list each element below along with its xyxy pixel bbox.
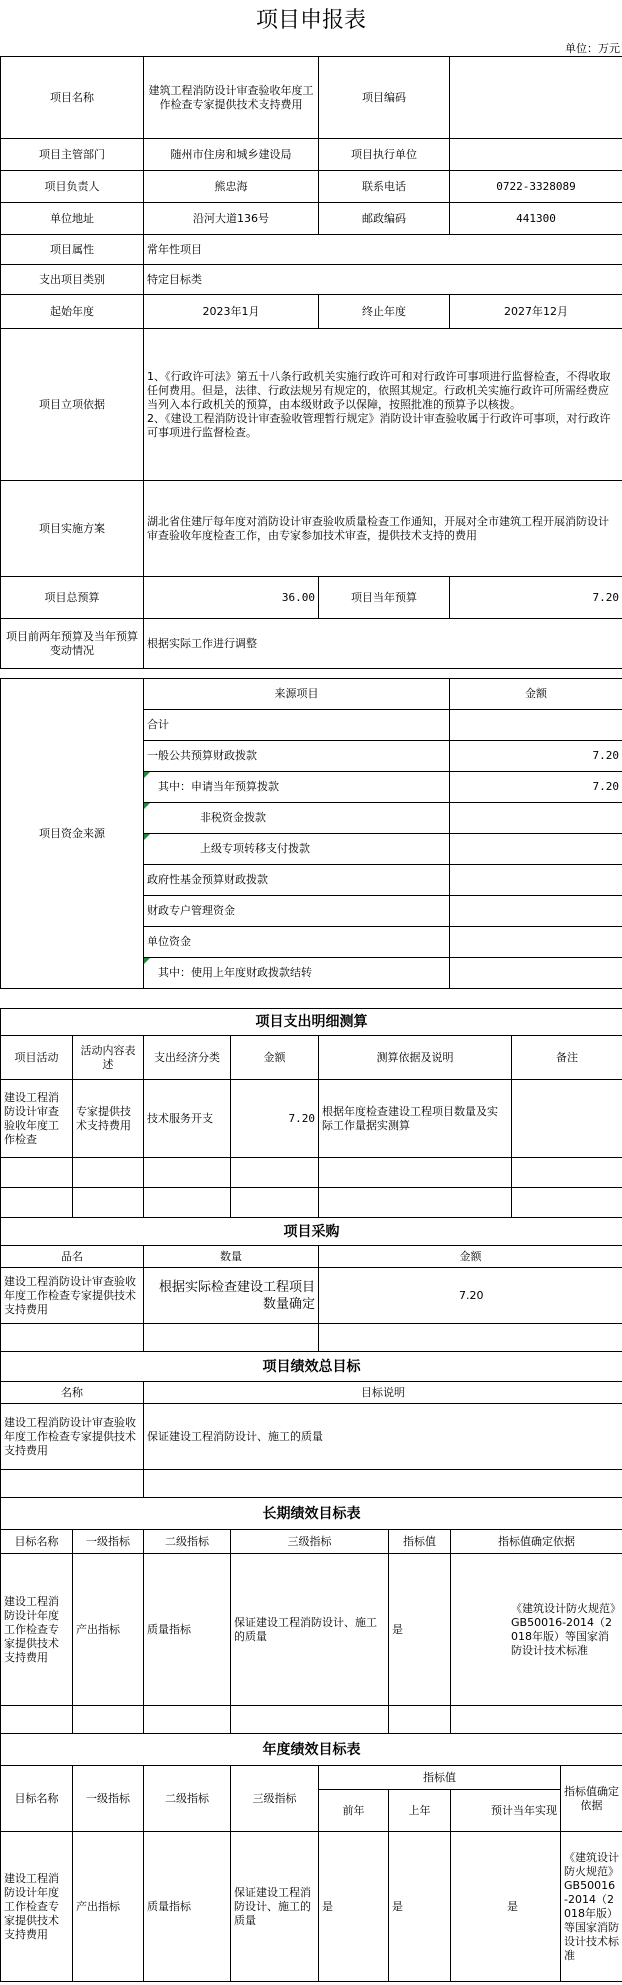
expense-header: 活动内容表述 xyxy=(73,1036,144,1080)
purchase-item-amount: 7.20 xyxy=(319,1268,622,1324)
funding-row-amount: 7.20 xyxy=(450,741,622,772)
long-term-header: 目标名称 xyxy=(1,1530,73,1554)
funding-row-name: 非税资金拨款 xyxy=(144,803,450,834)
address-label: 单位地址 xyxy=(1,203,144,235)
long-term-header: 指标值 xyxy=(389,1530,451,1554)
exec-unit-value xyxy=(450,139,622,171)
category-value: 特定目标类 xyxy=(144,265,622,295)
annual-l3: 保证建设工程消防设计、施工的质量 xyxy=(231,1832,319,1982)
funding-row-amount xyxy=(450,834,622,865)
start-year-value: 2023年1月 xyxy=(144,295,319,329)
project-name-value: 建筑工程消防设计审查验收年度工作检查专家提供技术支持费用 xyxy=(144,57,319,139)
perf-total-desc: 保证建设工程消防设计、施工的质量 xyxy=(144,1404,622,1470)
budget-change-label: 项目前两年预算及当年预算变动情况 xyxy=(1,619,144,669)
funding-row-amount xyxy=(450,896,622,927)
expense-econ-class: 技术服务开支 xyxy=(144,1080,231,1158)
annual-header: 指标值确定依据 xyxy=(561,1766,622,1832)
expense-content: 专家提供技术支持费用 xyxy=(73,1080,144,1158)
long-term-l3: 保证建设工程消防设计、施工的质量 xyxy=(231,1554,389,1706)
project-code-value xyxy=(450,57,622,139)
long-term-l1: 产出指标 xyxy=(73,1554,144,1706)
annual-header: 三级指标 xyxy=(231,1766,319,1832)
expense-basis: 根据年度检查建设工程项目数量及实际工作量据实测算 xyxy=(319,1080,512,1158)
purchase-header: 数量 xyxy=(144,1246,319,1268)
long-term-goal-name: 建设工程消防设计年度工作检查专家提供技术支持费用 xyxy=(1,1554,73,1706)
funding-row-name: 其中：使用上年度财政拨款结转 xyxy=(144,958,450,989)
expense-header: 金额 xyxy=(231,1036,319,1080)
funding-row-name: 其中：申请当年预算拨款 xyxy=(144,772,450,803)
purchase-item-name: 建设工程消防设计审查验收年度工作检查专家提供技术支持费用 xyxy=(1,1268,144,1324)
annual-sub-header: 上年 xyxy=(389,1790,451,1832)
funding-row-amount: 7.20 xyxy=(450,772,622,803)
unit-label: 单位：万元 xyxy=(565,42,620,55)
funding-row-name: 合计 xyxy=(144,710,450,741)
funding-row-name: 一般公共预算财政拨款 xyxy=(144,741,450,772)
funding-head-source: 来源项目 xyxy=(144,679,450,710)
long-term-value: 是 xyxy=(389,1554,451,1706)
expense-header: 支出经济分类 xyxy=(144,1036,231,1080)
project-name-label: 项目名称 xyxy=(1,57,144,139)
perf-total-table xyxy=(0,1351,622,1498)
long-term-basis: 《建筑设计防火规范》GB50016-2014（2018年版）等国家消防设计技术标准 xyxy=(451,1554,622,1706)
annual-section-title: 年度绩效目标表 xyxy=(1,1734,622,1766)
annual-l2: 质量指标 xyxy=(144,1832,231,1982)
zip-label: 邮政编码 xyxy=(319,203,450,235)
funding-row-amount xyxy=(450,710,622,741)
long-term-table xyxy=(0,1497,622,1734)
annual-header: 一级指标 xyxy=(73,1766,144,1832)
annual-l1: 产出指标 xyxy=(73,1832,144,1982)
annual-header: 二级指标 xyxy=(144,1766,231,1832)
annual-value-current: 是 xyxy=(451,1832,561,1982)
annual-header: 指标值 xyxy=(319,1766,561,1790)
expense-table xyxy=(0,1008,622,1218)
funding-table xyxy=(0,678,622,989)
attr-label: 项目属性 xyxy=(1,235,144,265)
budget-change-value: 根据实际工作进行调整 xyxy=(144,619,622,669)
annual-value-prev2: 是 xyxy=(319,1832,389,1982)
purchase-header: 金额 xyxy=(319,1246,622,1268)
leader-value: 熊忠海 xyxy=(144,171,319,203)
basis-value: 1、《行政许可法》第五十八条行政机关实施行政许可和对行政许可事项进行监督检查，不得收取任何费用。但是，法律、行政法规另有规定的，依照其规定。行政机关实施行政许可所需经费应当列入本行政机关的预算，由本级财政予以保障，按照批准的预算予以核拨。 2、《建设工程消防设计审查验收管理暂行规定》消防设计审查验收属于行政许可事项，对行政许可事项进行监督检查。 xyxy=(144,329,622,481)
dept-value: 随州市住房和城乡建设局 xyxy=(144,139,319,171)
plan-label: 项目实施方案 xyxy=(1,481,144,577)
funding-head-amount: 金额 xyxy=(450,679,622,710)
start-year-label: 起始年度 xyxy=(1,295,144,329)
long-term-section-title: 长期绩效目标表 xyxy=(1,1498,622,1530)
annual-goal-name: 建设工程消防设计年度工作检查专家提供技术支持费用 xyxy=(1,1832,73,1982)
annual-sub-header: 前年 xyxy=(319,1790,389,1832)
long-term-l2: 质量指标 xyxy=(144,1554,231,1706)
expense-section-title: 项目支出明细测算 xyxy=(1,1009,622,1036)
long-term-header: 指标值确定依据 xyxy=(451,1530,622,1554)
funding-row-name: 上级专项转移支付拨款 xyxy=(144,834,450,865)
funding-row-name: 单位资金 xyxy=(144,927,450,958)
project-code-label: 项目编码 xyxy=(319,57,450,139)
expense-header: 备注 xyxy=(512,1036,622,1080)
perf-total-header: 名称 xyxy=(1,1382,144,1404)
expense-amount: 7.20 xyxy=(231,1080,319,1158)
phone-value: 0722-3328089 xyxy=(450,171,622,203)
dept-label: 项目主管部门 xyxy=(1,139,144,171)
end-year-label: 终止年度 xyxy=(319,295,450,329)
leader-label: 项目负责人 xyxy=(1,171,144,203)
purchase-table xyxy=(0,1217,622,1352)
purchase-section-title: 项目采购 xyxy=(1,1218,622,1246)
annual-table xyxy=(0,1733,622,1982)
long-term-header: 三级指标 xyxy=(231,1530,389,1554)
zip-value: 441300 xyxy=(450,203,622,235)
category-label: 支出项目类别 xyxy=(1,265,144,295)
page-title: 项目申报表 xyxy=(255,8,366,33)
phone-label: 联系电话 xyxy=(319,171,450,203)
attr-value: 常年性项目 xyxy=(144,235,622,265)
purchase-header: 品名 xyxy=(1,1246,144,1268)
annual-value-prev1: 是 xyxy=(389,1832,451,1982)
perf-total-section-title: 项目绩效总目标 xyxy=(1,1352,622,1382)
total-budget-label: 项目总预算 xyxy=(1,577,144,619)
annual-sub-header: 预计当年实现 xyxy=(451,1790,561,1832)
long-term-header: 二级指标 xyxy=(144,1530,231,1554)
expense-header: 项目活动 xyxy=(1,1036,73,1080)
year-budget-label: 项目当年预算 xyxy=(319,577,450,619)
funding-row-amount xyxy=(450,927,622,958)
funding-row-amount xyxy=(450,958,622,989)
perf-total-header: 目标说明 xyxy=(144,1382,622,1404)
funding-row-name: 财政专户管理资金 xyxy=(144,896,450,927)
plan-value: 湖北省住建厅每年度对消防设计审查验收质量检查工作通知，开展对全市建筑工程开展消防设计审查验收年度检查工作，由专家参加技术审查，提供技术支持的费用 xyxy=(144,481,622,577)
purchase-item-qty: 根据实际检查建设工程项目数量确定 xyxy=(144,1268,319,1324)
expense-activity: 建设工程消防设计审查验收年度工作检查 xyxy=(1,1080,73,1158)
funding-label: 项目资金来源 xyxy=(1,679,144,989)
expense-note xyxy=(512,1080,622,1158)
annual-header: 目标名称 xyxy=(1,1766,73,1832)
long-term-header: 一级指标 xyxy=(73,1530,144,1554)
address-value: 沿河大道136号 xyxy=(144,203,319,235)
exec-unit-label: 项目执行单位 xyxy=(319,139,450,171)
end-year-value: 2027年12月 xyxy=(450,295,622,329)
perf-total-name: 建设工程消防设计审查验收年度工作检查专家提供技术支持费用 xyxy=(1,1404,144,1470)
basic-info-table xyxy=(0,56,622,669)
annual-basis: 《建筑设计防火规范》GB50016-2014（2018年版）等国家消防设计技术标准 xyxy=(561,1832,622,1982)
funding-row-amount xyxy=(450,865,622,896)
expense-header: 测算依据及说明 xyxy=(319,1036,512,1080)
basis-label: 项目立项依据 xyxy=(1,329,144,481)
funding-row-amount xyxy=(450,803,622,834)
year-budget-value: 7.20 xyxy=(450,577,622,619)
funding-row-name: 政府性基金预算财政拨款 xyxy=(144,865,450,896)
total-budget-value: 36.00 xyxy=(144,577,319,619)
